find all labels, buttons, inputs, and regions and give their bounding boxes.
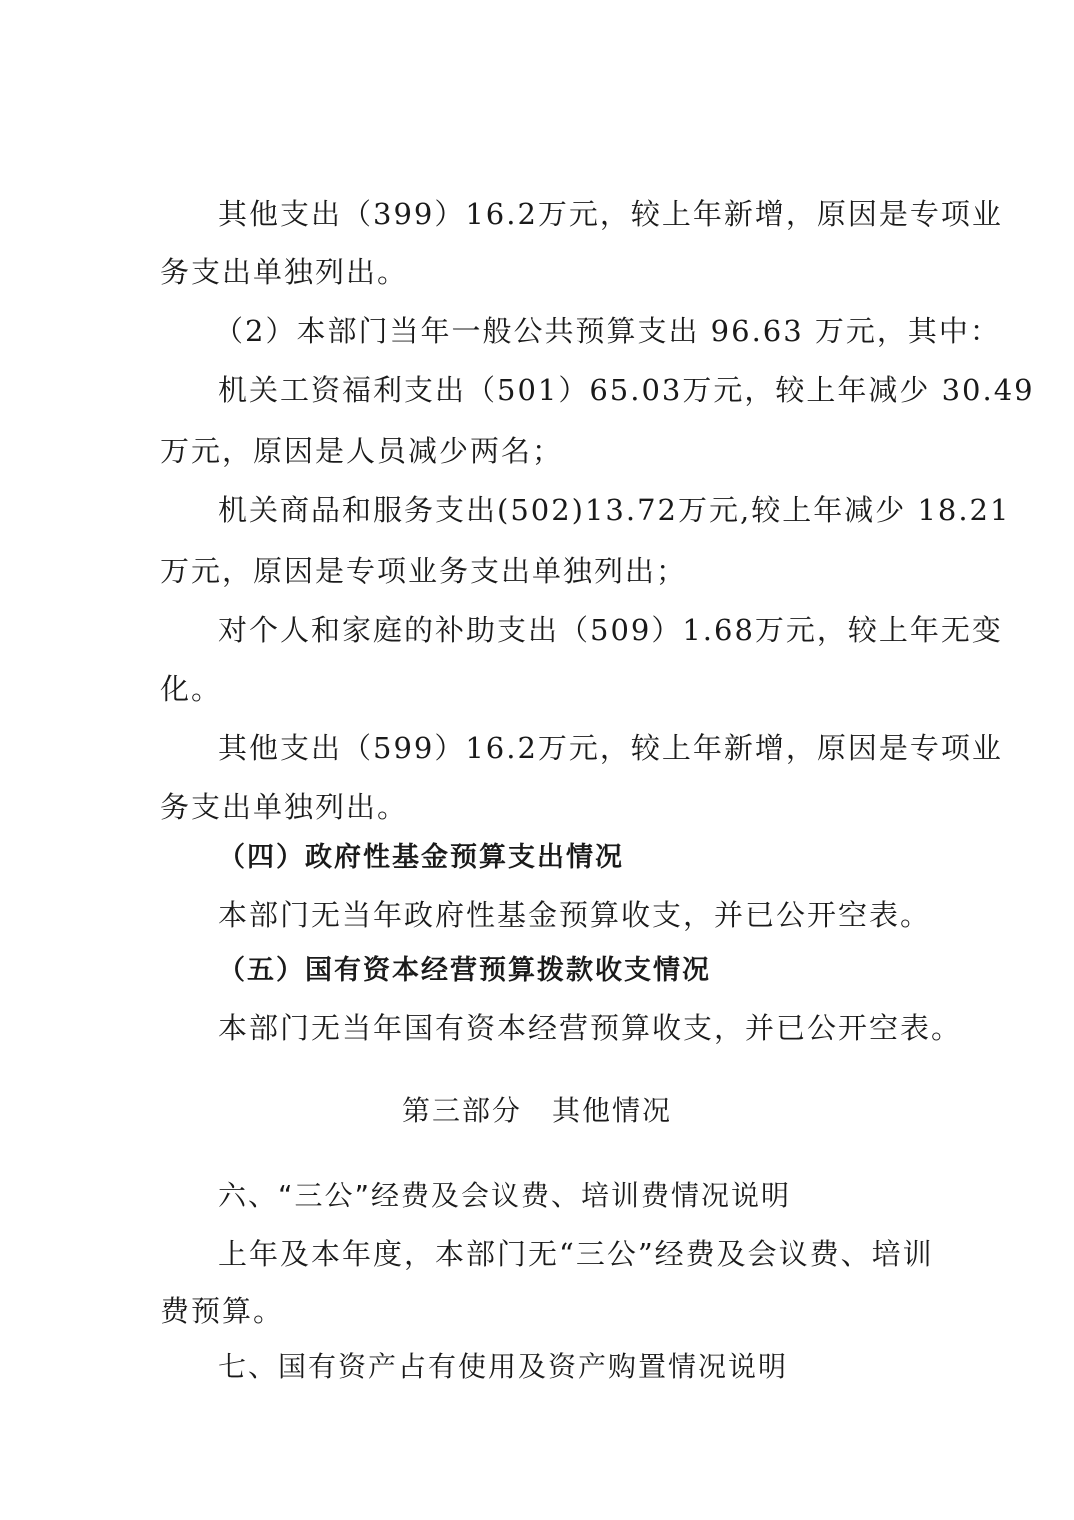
paragraph-line: 费预算。 <box>160 1294 285 1328</box>
paragraph-line: 务支出单独列出。 <box>160 790 409 824</box>
paragraph-line: 本部门无当年国有资本经营预算收支，并已公开空表。 <box>218 1011 963 1045</box>
paragraph-line: 化。 <box>160 672 223 706</box>
paragraph-line: 本部门无当年政府性基金预算收支，并已公开空表。 <box>218 898 932 932</box>
paragraph-line: 其他支出（599）16.2万元，较上年新增，原因是专项业 <box>218 731 1003 765</box>
paragraph-line: 万元，原因是专项业务支出单独列出； <box>160 554 688 588</box>
section-heading: 六、“三公”经费及会议费、培训费情况说明 <box>218 1179 792 1212</box>
paragraph-line: （2）本部门当年一般公共预算支出 96.63 万元，其中： <box>214 314 1001 348</box>
paragraph-line: 机关工资福利支出（501）65.03万元，较上年减少 30.49 <box>218 373 1035 407</box>
paragraph-line: 上年及本年度，本部门无“三公”经费及会议费、培训 <box>218 1237 934 1271</box>
paragraph-line: 万元，原因是人员减少两名； <box>160 434 564 468</box>
section-heading: （四）政府性基金预算支出情况 <box>218 842 624 873</box>
part-title: 第三部分 其他情况 <box>401 1094 672 1127</box>
paragraph-line: 其他支出（399）16.2万元，较上年新增，原因是专项业 <box>218 197 1003 231</box>
section-heading: （五）国有资本经营预算拨款收支情况 <box>218 955 711 986</box>
paragraph-line: 机关商品和服务支出(502)13.72万元,较上年减少 18.21 <box>218 493 1011 527</box>
section-heading: 七、国有资产占有使用及资产购置情况说明 <box>218 1350 789 1383</box>
paragraph-line: 对个人和家庭的补助支出（509）1.68万元，较上年无变 <box>218 613 1003 647</box>
paragraph-line: 务支出单独列出。 <box>160 255 409 289</box>
